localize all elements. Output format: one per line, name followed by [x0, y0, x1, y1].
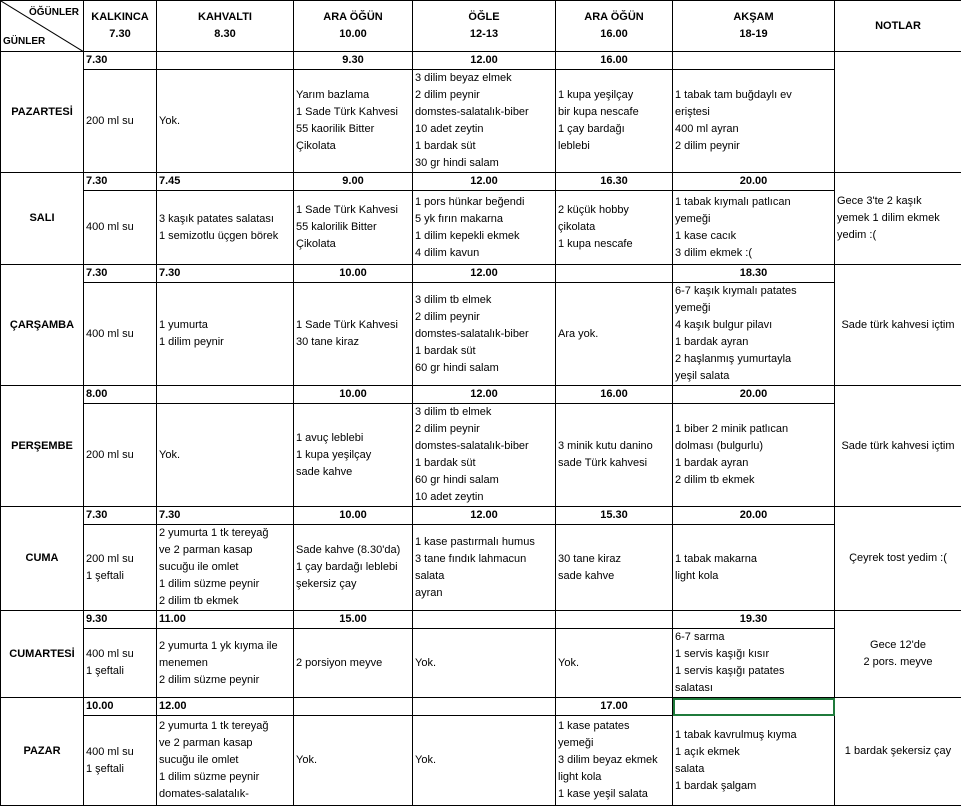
- day-name: CUMARTESİ: [1, 611, 84, 698]
- meal-content: 1 pors hünkar beğendi 5 yk fırın makarna 1 dilim kepekli ekmek 4 dilim kavun: [413, 191, 556, 265]
- time-row: [1, 698, 961, 716]
- day-note: Gece 3'te 2 kaşık yemek 1 dilim ekmek yedim :(: [835, 173, 961, 265]
- meal-content: 400 ml su: [84, 283, 157, 386]
- column-header: [84, 1, 157, 52]
- meal-content: 1 kupa yeşilçay bir kupa nescafe 1 çay bardağı leblebi: [556, 70, 673, 173]
- column-header: [294, 1, 413, 52]
- column-time: 8.30: [159, 26, 291, 43]
- time-row: [1, 173, 961, 191]
- meal-content: Yok.: [157, 404, 294, 507]
- meal-content: Sade kahve (8.30'da) 1 çay bardağı leblebi şekersiz çay: [294, 525, 413, 611]
- time-row: [1, 265, 961, 283]
- time-row: [1, 507, 961, 525]
- meal-time: 7.30: [157, 507, 294, 525]
- meal-content: 3 dilim tb elmek 2 dilim peynir domstes-salatalık-biber 1 bardak süt 60 gr hindi salam 10 adet zeytin: [413, 404, 556, 507]
- day-name: PERŞEMBE: [1, 386, 84, 507]
- meal-content: 2 yumurta 1 yk kıyma ile menemen 2 dilim süzme peynir: [157, 629, 294, 698]
- column-name: AKŞAM: [675, 9, 832, 26]
- meal-time: 7.30: [84, 507, 157, 525]
- meal-time: [556, 265, 673, 283]
- day-name: PAZAR: [1, 698, 84, 806]
- meal-time: 20.00: [673, 507, 835, 525]
- meal-content: Yok.: [294, 716, 413, 806]
- meal-time: [294, 698, 413, 716]
- notes-header: NOTLAR: [835, 1, 961, 52]
- meal-content: Ara yok.: [556, 283, 673, 386]
- meal-content: 30 tane kiraz sade kahve: [556, 525, 673, 611]
- day-name: CUMA: [1, 507, 84, 611]
- meal-content: 400 ml su 1 şeftali: [84, 716, 157, 806]
- meal-row: [1, 404, 961, 507]
- meal-content: 2 yumurta 1 tk tereyağ ve 2 parman kasap sucuğu ile omlet 1 dilim süzme peynir 2 dilim tb ekmek: [157, 525, 294, 611]
- day-note: Sade türk kahvesi içtim: [835, 265, 961, 386]
- meal-time: [673, 698, 835, 716]
- meal-time: 7.30: [84, 173, 157, 191]
- meal-content: 1 Sade Türk Kahvesi 30 tane kiraz: [294, 283, 413, 386]
- meal-time: 16.30: [556, 173, 673, 191]
- meal-row: [1, 70, 961, 173]
- meal-content: 1 tabak kavrulmuş kıyma 1 açık ekmek salata 1 bardak şalgam: [673, 716, 835, 806]
- day-note: Gece 12'de 2 pors. meyve: [835, 611, 961, 698]
- meal-time: [556, 611, 673, 629]
- column-name: KAHVALTI: [159, 9, 291, 26]
- time-row: [1, 386, 961, 404]
- meal-content: Yok.: [556, 629, 673, 698]
- meal-content: 400 ml su: [84, 191, 157, 265]
- meal-time: 10.00: [294, 386, 413, 404]
- meal-time: 9.00: [294, 173, 413, 191]
- day-note: 1 bardak şekersiz çay: [835, 698, 961, 806]
- meal-time: 8.00: [84, 386, 157, 404]
- meal-row: [1, 629, 961, 698]
- meal-content: 2 porsiyon meyve: [294, 629, 413, 698]
- meal-content: 1 avuç leblebi 1 kupa yeşilçay sade kahve: [294, 404, 413, 507]
- meal-content: 1 kase pastırmalı humus 3 tane fındık lahmacun salata ayran: [413, 525, 556, 611]
- meal-time: 12.00: [413, 265, 556, 283]
- meal-content: 6-7 kaşık kıymalı patates yemeği 4 kaşık bulgur pilavı 1 bardak ayran 2 haşlanmış yumurtayla yeşil salata: [673, 283, 835, 386]
- column-time: 16.00: [558, 26, 670, 43]
- corner-meals-label: ÖĞÜNLER: [29, 7, 79, 19]
- day-note: [835, 52, 961, 173]
- meal-time: 20.00: [673, 173, 835, 191]
- meal-content: 1 tabak kıymalı patlıcan yemeği 1 kase cacık 3 dilim ekmek :(: [673, 191, 835, 265]
- meal-content: 200 ml su: [84, 404, 157, 507]
- meal-time: 7.45: [157, 173, 294, 191]
- meal-row: [1, 716, 961, 806]
- meal-content: 1 yumurta 1 dilim peynir: [157, 283, 294, 386]
- meal-content: Yok.: [413, 716, 556, 806]
- column-header: [673, 1, 835, 52]
- meal-content: 1 tabak makarna light kola: [673, 525, 835, 611]
- column-header: [157, 1, 294, 52]
- column-name: ÖĞLE: [415, 9, 553, 26]
- meal-time: 10.00: [294, 507, 413, 525]
- time-row: [1, 611, 961, 629]
- meal-time: [413, 698, 556, 716]
- meal-content: Yarım bazlama 1 Sade Türk Kahvesi 55 kaorilik Bitter Çikolata: [294, 70, 413, 173]
- meal-time: 16.00: [556, 386, 673, 404]
- column-time: 10.00: [296, 26, 410, 43]
- meal-content: 3 minik kutu danino sade Türk kahvesi: [556, 404, 673, 507]
- time-row: [1, 52, 961, 70]
- meal-content: 1 tabak tam buğdaylı ev eriştesi 400 ml ayran 2 dilim peynir: [673, 70, 835, 173]
- day-note: Sade türk kahvesi içtim: [835, 386, 961, 507]
- meal-time: 12.00: [413, 52, 556, 70]
- meal-time: 12.00: [413, 507, 556, 525]
- meal-time: 7.30: [157, 265, 294, 283]
- meal-time: 12.00: [413, 173, 556, 191]
- meal-time: [673, 52, 835, 70]
- meal-time: 15.00: [294, 611, 413, 629]
- meal-content: 200 ml su: [84, 70, 157, 173]
- meal-content: 3 dilim tb elmek 2 dilim peynir domstes-salatalık-biber 1 bardak süt 60 gr hindi salam: [413, 283, 556, 386]
- day-note: Çeyrek tost yedim :(: [835, 507, 961, 611]
- meal-time: 10.00: [84, 698, 157, 716]
- meal-content: 1 biber 2 minik patlıcan dolması (bulgurlu) 1 bardak ayran 2 dilim tb ekmek: [673, 404, 835, 507]
- corner-header: [1, 1, 84, 52]
- meal-content: 3 kaşık patates salatası 1 semizotlu üçgen börek: [157, 191, 294, 265]
- meal-content: Yok.: [157, 70, 294, 173]
- day-name: SALI: [1, 173, 84, 265]
- meal-time: [413, 611, 556, 629]
- meal-time: 17.00: [556, 698, 673, 716]
- corner-days-label: GÜNLER: [3, 36, 45, 48]
- meal-time: 10.00: [294, 265, 413, 283]
- meal-content: 2 yumurta 1 tk tereyağ ve 2 parman kasap sucuğu ile omlet 1 dilim süzme peynir domates-salatalık-: [157, 716, 294, 806]
- meal-row: [1, 283, 961, 386]
- column-time: 7.30: [86, 26, 154, 43]
- meal-time: 7.30: [84, 265, 157, 283]
- meal-time: [157, 52, 294, 70]
- meal-content: Yok.: [413, 629, 556, 698]
- meal-time: 15.30: [556, 507, 673, 525]
- column-header: [413, 1, 556, 52]
- meal-content: 6-7 sarma 1 servis kaşığı kısır 1 servis kaşığı patates salatası: [673, 629, 835, 698]
- meal-content: 2 küçük hobby çikolata 1 kupa nescafe: [556, 191, 673, 265]
- meal-time: 12.00: [413, 386, 556, 404]
- meal-row: [1, 525, 961, 611]
- meal-time: 16.00: [556, 52, 673, 70]
- day-name: ÇARŞAMBA: [1, 265, 84, 386]
- column-name: ARA ÖĞÜN: [558, 9, 670, 26]
- meal-content: 400 ml su 1 şeftali: [84, 629, 157, 698]
- meal-time: 9.30: [294, 52, 413, 70]
- meal-time: [157, 386, 294, 404]
- column-time: 18-19: [675, 26, 832, 43]
- column-header: [556, 1, 673, 52]
- meal-row: [1, 191, 961, 265]
- meal-content: 1 Sade Türk Kahvesi 55 kalorilik Bitter Çikolata: [294, 191, 413, 265]
- meal-time: 11.00: [157, 611, 294, 629]
- meal-content: 1 kase patates yemeği 3 dilim beyaz ekmek light kola 1 kase yeşil salata: [556, 716, 673, 806]
- meal-time: 12.00: [157, 698, 294, 716]
- meal-time: 19.30: [673, 611, 835, 629]
- meal-time: 9.30: [84, 611, 157, 629]
- column-time: 12-13: [415, 26, 553, 43]
- meal-content: 200 ml su 1 şeftali: [84, 525, 157, 611]
- meal-content: 3 dilim beyaz elmek 2 dilim peynir domstes-salatalık-biber 10 adet zeytin 1 bardak süt 30 gr hindi salam: [413, 70, 556, 173]
- meal-time: 20.00: [673, 386, 835, 404]
- meal-time: 7.30: [84, 52, 157, 70]
- column-name: KALKINCA: [86, 9, 154, 26]
- meal-time: 18.30: [673, 265, 835, 283]
- column-name: ARA ÖĞÜN: [296, 9, 410, 26]
- day-name: PAZARTESİ: [1, 52, 84, 173]
